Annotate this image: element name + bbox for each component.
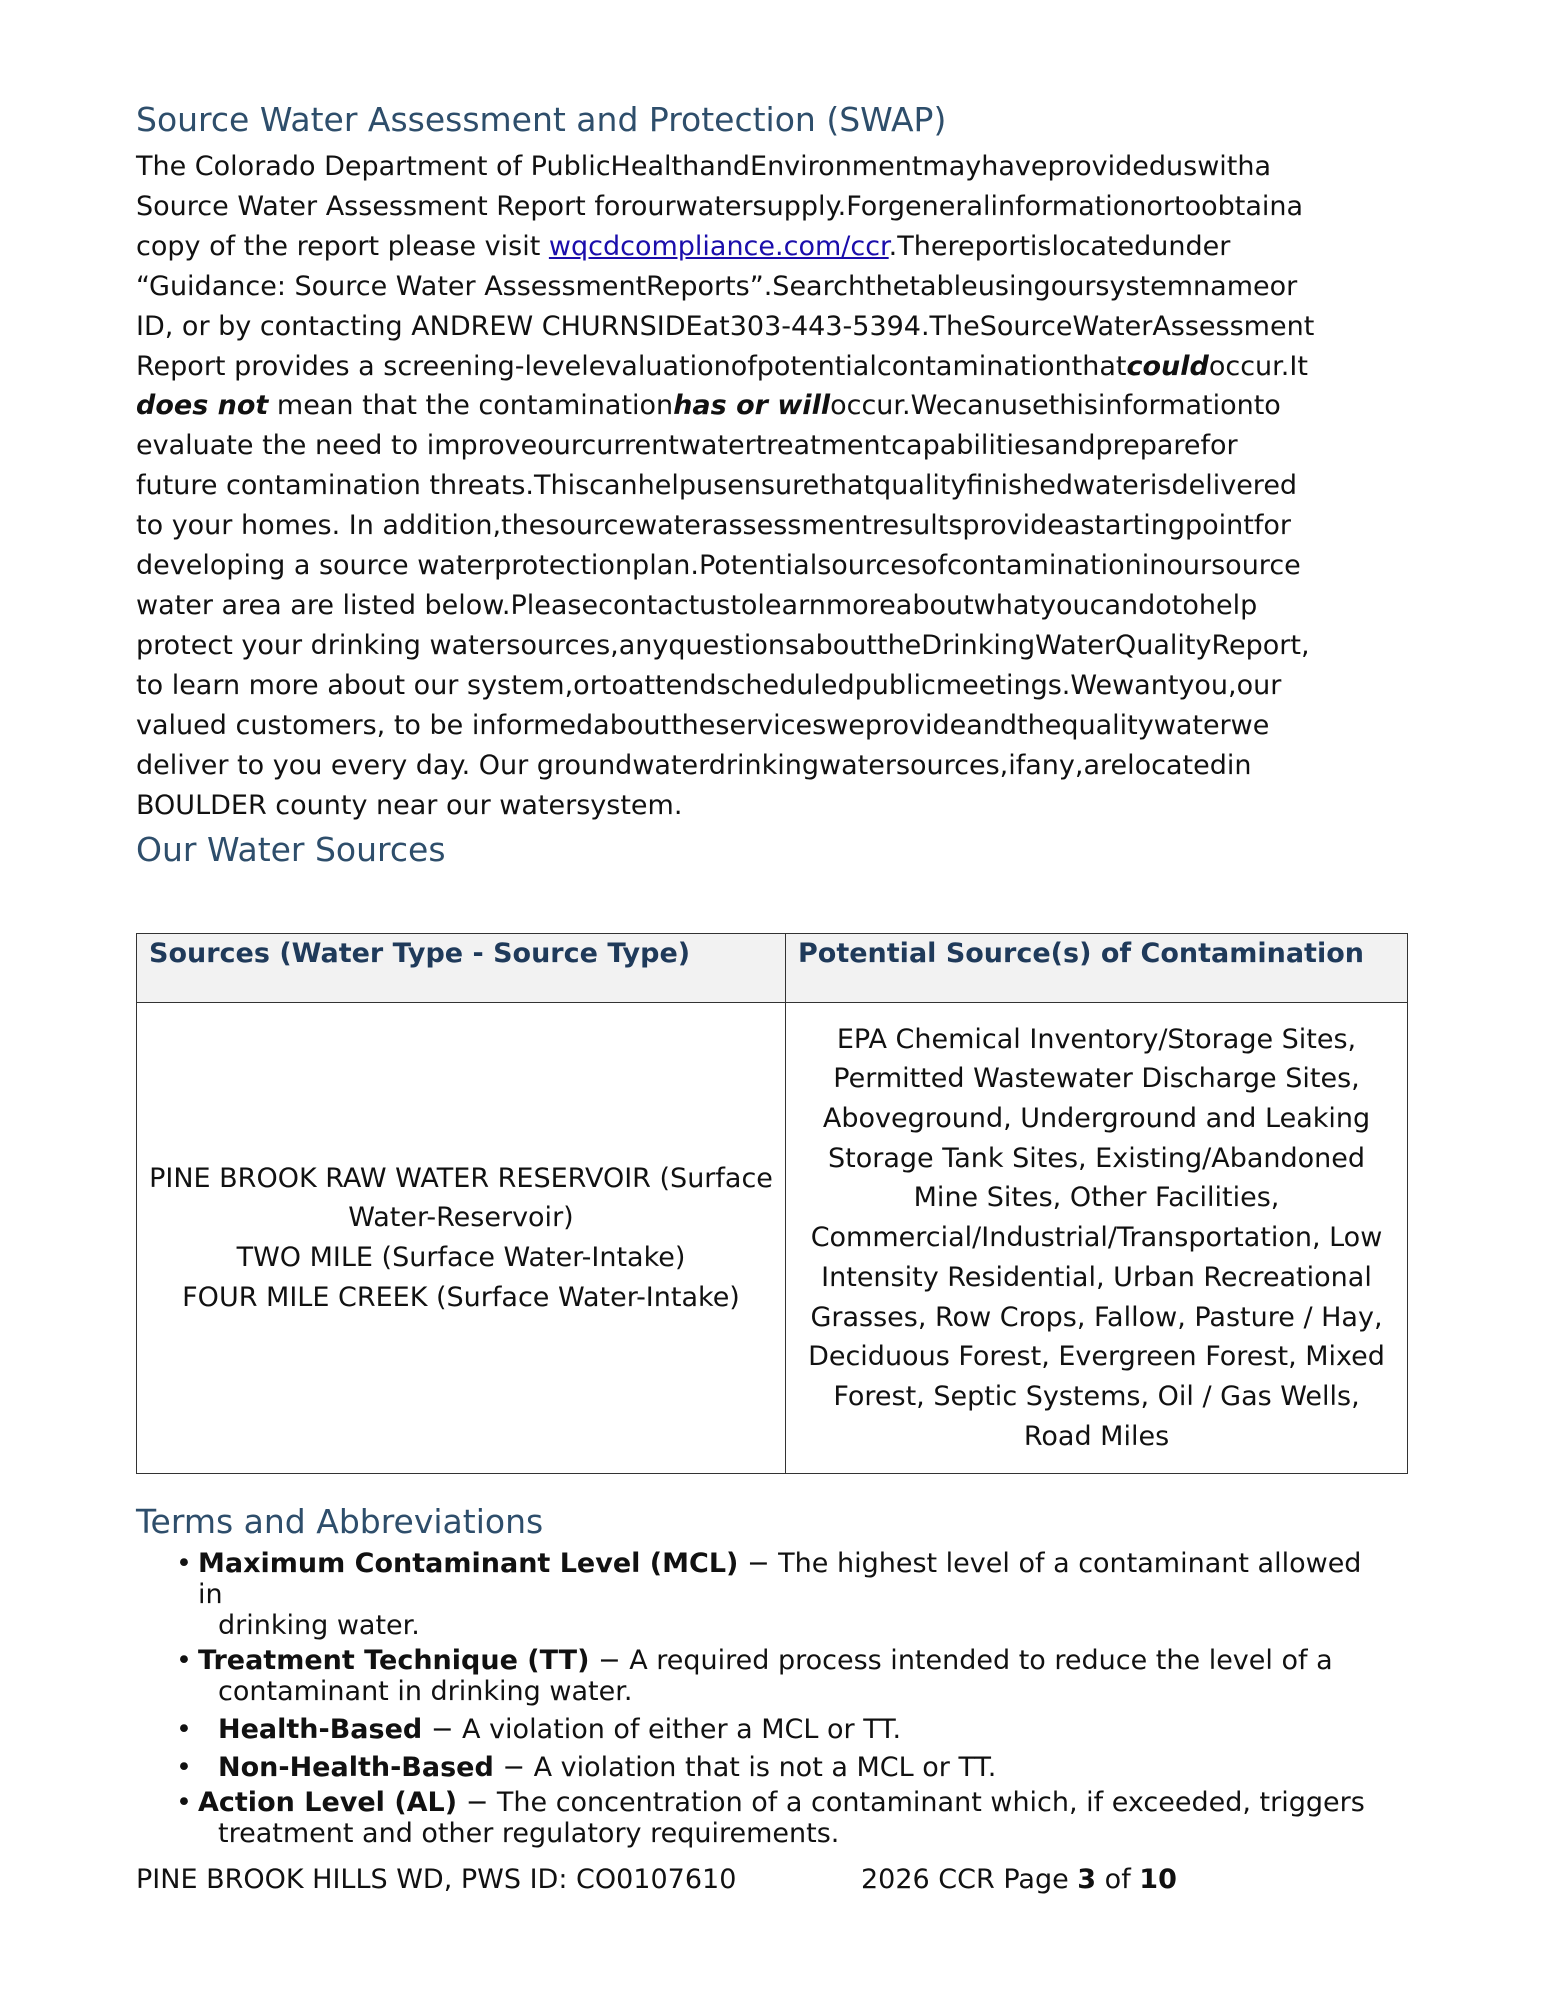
- contamination-line: Mine Sites, Other Facilities,: [913, 1182, 1280, 1214]
- text-fragment: occur.Wecanusethisinformationto: [830, 390, 1281, 422]
- text-line: to your homes. In addition,thesourcewaterassessmentresultsprovideastartingpointfor: [136, 510, 1291, 542]
- term-description: − A required process intended to reduce the level of a: [589, 1645, 1333, 1676]
- text-line: [136, 227, 1346, 267]
- bullet-icon: •: [176, 1645, 192, 1676]
- text-line: developing a source waterprotectionplan.Potentialsourcesofcontaminationinoursource: [136, 550, 1301, 582]
- contamination-line: Commercial/Industrial/Transportation, Low: [810, 1222, 1383, 1254]
- contamination-line: Grasses, Row Crops, Fallow, Pasture / Hay,: [810, 1301, 1383, 1333]
- text-line: to learn more about our system,ortoattendscheduledpublicmeetings.Wewantyou,our: [136, 669, 1282, 701]
- list-item: [176, 1749, 1376, 1787]
- bullet-icon: •: [176, 1752, 192, 1783]
- contamination-line: Intensity Residential, Urban Recreational: [821, 1261, 1372, 1293]
- term-name: Treatment Technique (TT): [198, 1645, 590, 1676]
- text-line: valued customers, to be informedabouttheservicesweprovideandthequalitywaterwe: [136, 709, 1270, 741]
- contamination-line: Forest, Septic Systems, Oil / Gas Wells,: [833, 1380, 1360, 1412]
- text-line: protect your drinking watersources,anyquestionsabouttheDrinkingWaterQualityReport,: [136, 629, 1310, 661]
- text-line: future contamination threats.Thiscanhelpusensurethatqualityfinishedwaterisdelivered: [136, 470, 1298, 502]
- column-header-contamination: Potential Source(s) of Contamination: [786, 934, 1408, 1003]
- page-prefix: 2026 CCR Page: [861, 1864, 1078, 1895]
- term-name: Action Level (AL): [198, 1787, 458, 1818]
- text-line: The Colorado Department of PublicHealthandEnvironmentmayhaveprovideduswitha: [136, 151, 1272, 182]
- text-line: deliver to you every day. Our groundwaterdrinkingwatersources,ifany,arelocatedin: [136, 749, 1252, 781]
- text-line: [136, 347, 1346, 387]
- contamination-line: Road Miles: [1023, 1420, 1170, 1452]
- table-header-row: [137, 934, 1408, 1003]
- sources-cell: [137, 1003, 786, 1474]
- text-fragment: occur.It: [1208, 350, 1308, 382]
- contamination-line: Deciduous Forest, Evergreen Forest, Mixed: [808, 1341, 1385, 1373]
- page-total: 10: [1139, 1864, 1177, 1895]
- page-current: 3: [1077, 1864, 1097, 1895]
- contamination-cell: [786, 1003, 1408, 1474]
- contamination-line: Aboveground, Underground and Leaking: [822, 1103, 1371, 1135]
- source-line: FOUR MILE CREEK (Surface Water-Intake): [182, 1281, 740, 1313]
- water-sources-table: [136, 933, 1408, 1474]
- emphasis-could: could: [1126, 350, 1209, 382]
- text-line: BOULDER county near our watersystem.: [136, 789, 683, 821]
- list-item: [176, 1548, 1376, 1641]
- list-item: [176, 1711, 1376, 1749]
- table-row: [137, 1003, 1408, 1474]
- text-line: “Guidance: Source Water AssessmentReports”.Searchthetableusingoursystemnameor: [136, 270, 1298, 302]
- contamination-line: Permitted Wastewater Discharge Sites,: [833, 1063, 1360, 1095]
- text-line: Source Water Assessment Report forourwatersupply.Forgeneralinformationortoobtaina: [136, 190, 1304, 222]
- bullet-icon: •: [176, 1714, 192, 1745]
- bullet-icon: •: [176, 1787, 192, 1818]
- text-fragment: .Thereportislocatedunder: [888, 230, 1231, 262]
- emphasis-has-or-will: has or will: [673, 390, 831, 422]
- source-line: Water-Reservoir): [348, 1202, 574, 1234]
- text-fragment: mean that the contamination: [268, 390, 674, 422]
- text-line: water area are listed below.Pleasecontactustolearnmoreaboutwhatyoucandotohelp: [136, 589, 1258, 621]
- contamination-line: Storage Tank Sites, Existing/Abandoned: [827, 1142, 1366, 1174]
- term-description: − A violation that is not a MCL or TT.: [493, 1752, 997, 1783]
- text-fragment: Report provides a screening-levelevaluationofpotentialcontaminationthat: [136, 350, 1127, 382]
- swap-paragraph: [136, 147, 1346, 825]
- term-name: Non-Health-Based: [218, 1752, 494, 1783]
- terms-heading: Terms and Abbreviations: [136, 1502, 544, 1541]
- bullet-icon: •: [176, 1548, 192, 1579]
- page-number: [861, 1864, 1177, 1895]
- source-line: PINE BROOK RAW WATER RESERVOIR (Surface: [149, 1162, 773, 1194]
- term-description: − The concentration of a contaminant which, if exceeded, triggers: [457, 1787, 1365, 1818]
- term-description: − A violation of either a MCL or TT.: [422, 1714, 902, 1745]
- column-header-sources: Sources (Water Type - Source Type): [137, 934, 786, 1003]
- page-of: of: [1096, 1864, 1140, 1895]
- sources-heading: Our Water Sources: [136, 830, 446, 869]
- text-line: ID, or by contacting ANDREW CHURNSIDEat303-443-5394.TheSourceWaterAssessment: [136, 310, 1315, 342]
- list-item: [176, 1645, 1376, 1707]
- swap-heading: Source Water Assessment and Protection (SWAP): [136, 100, 947, 139]
- term-description: − The highest level of a contaminant allowed in: [198, 1548, 1362, 1610]
- ccr-link[interactable]: wqcdcompliance.com/ccr: [548, 230, 889, 262]
- source-line: TWO MILE (Surface Water-Intake): [236, 1242, 686, 1273]
- list-item: [176, 1787, 1376, 1849]
- term-name: Health-Based: [218, 1714, 423, 1745]
- text-line: [136, 386, 1346, 426]
- terms-list: [176, 1548, 1376, 1853]
- term-description-cont: drinking water.: [218, 1610, 420, 1641]
- text-line: evaluate the need to improveourcurrentwatertreatmentcapabilitiesandpreparefor: [136, 430, 1238, 462]
- pws-id: PINE BROOK HILLS WD, PWS ID: CO0107610: [136, 1864, 737, 1895]
- term-name: Maximum Contaminant Level (MCL): [198, 1548, 739, 1579]
- contamination-line: EPA Chemical Inventory/Storage Sites,: [836, 1023, 1357, 1055]
- term-description-cont: contaminant in drinking water.: [218, 1676, 633, 1707]
- text-fragment: copy of the report please visit: [136, 230, 549, 262]
- emphasis-does-not: does not: [136, 390, 269, 422]
- term-description-cont: treatment and other regulatory requirements.: [218, 1818, 840, 1849]
